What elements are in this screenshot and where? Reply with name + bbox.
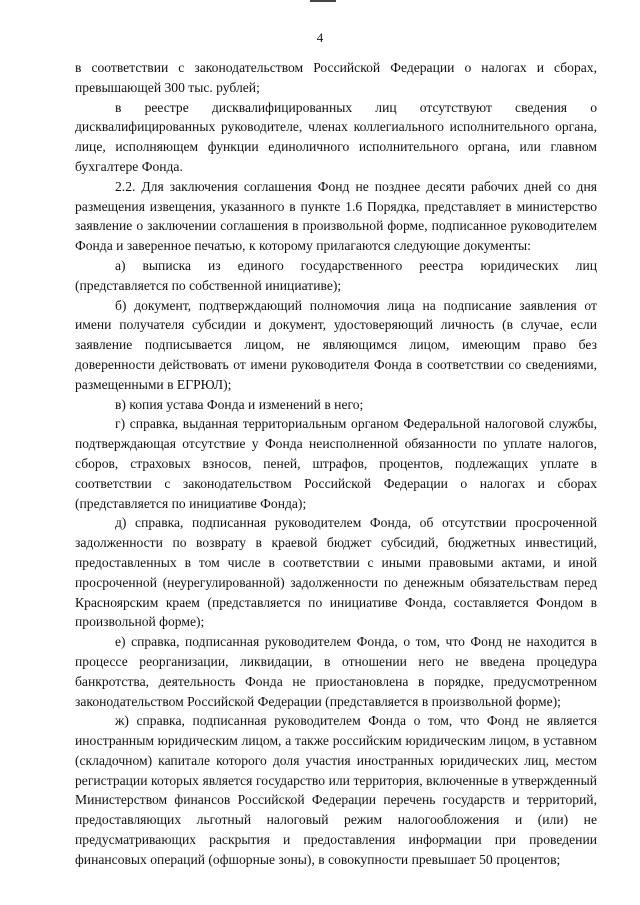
list-item-d: д) справка, подписанная руководителем Фонда, об отсутствии просроченной задолженности по возврату в краевой бюджет субсидий, бюджетных инвестиций, предоставленных в том числе в соответствии с иными правовыми актами, и иной просроченной (неурегулированной) задолженности по денежным обязательствам перед Красноярским краем (представляется по инициативе Фонда, составляется Фондом в произвольной форме); [75, 515, 597, 630]
list-item-v: в) копия устава Фонда и изменений в него; [115, 396, 364, 412]
paragraph-2-2: 2.2. Для заключения соглашения Фонд не позднее десяти рабочих дней со дня размещения извещения, указанного в пункте 1.6 Порядка, представляет в министерство заявление о заключении соглашения в произвольной форме, подписанное руководителем Фонда и заверенное печатью, к которому прилагаются следующие документы: [75, 178, 597, 254]
document-body [75, 58, 597, 870]
page-number: 4 [316, 30, 324, 45]
list-item-e: е) справка, подписанная руководителем Фонда, о том, что Фонд не находится в процессе реорганизации, ликвидации, в отношении него не введена процедура банкротства, деятельность Фонда не приостановлена в порядке, предусмотренном законодательством Российской Федерации (представляется в произвольной форме); [75, 634, 597, 709]
paragraph-disqualified-registry: в реестре дисквалифицированных лиц отсутствуют сведения о дисквалифицированных руководителе, членах коллегиального исполнительного органа, лице, исполняющем функции единоличного исполнительного органа, или главном бухгалтере Фонда. [75, 99, 597, 174]
list-item-g: г) справка, выданная территориальным органом Федеральной налоговой службы, подтверждающая отсутствие у Фонда неисполненной обязанности по уплате налогов, сборов, страховых взносов, пеней, штрафов, процентов, подлежащих уплате в соответствии с законодательством Российской Федерации о налогах и сборах (представляется по инициативе Фонда); [75, 416, 597, 511]
list-item-b: б) документ, подтверждающий полномочия лица на подписание заявления от имени получателя субсидии и документ, удостоверяющий личность (в случае, если заявление подписывается лицом, не являющимся лицом, имеющим право без доверенности действовать от имени руководителя Фонда в соответствии со сведениями, размещенными в ЕГРЮЛ); [75, 297, 597, 392]
scan-top-mark [310, 0, 336, 2]
paragraph-continuation: в соответствии с законодательством Российской Федерации о налогах и сборах, превышающей 300 тыс. рублей; [75, 60, 597, 95]
list-item-zh: ж) справка, подписанная руководителем Фонда о том, что Фонд не является иностранным юридическим лицом, а также российским юридическим лицом, в уставном (складочном) капитале которого доля участия иностранных юридических лиц, местом регистрации которых является государство или территория, включенные в утвержденный Министерством финансов Российской Федерации перечень государств и территорий, предоставляющих льготный налоговый режим налогообложения и (или) не предусматривающих раскрытия и предоставления информации при проведении финансовых операций (офшорные зоны), в совокупности превышает 50 процентов; [75, 713, 597, 867]
list-item-a: а) выписка из единого государственного реестра юридических лиц (представляется по собственной инициативе); [75, 257, 597, 293]
